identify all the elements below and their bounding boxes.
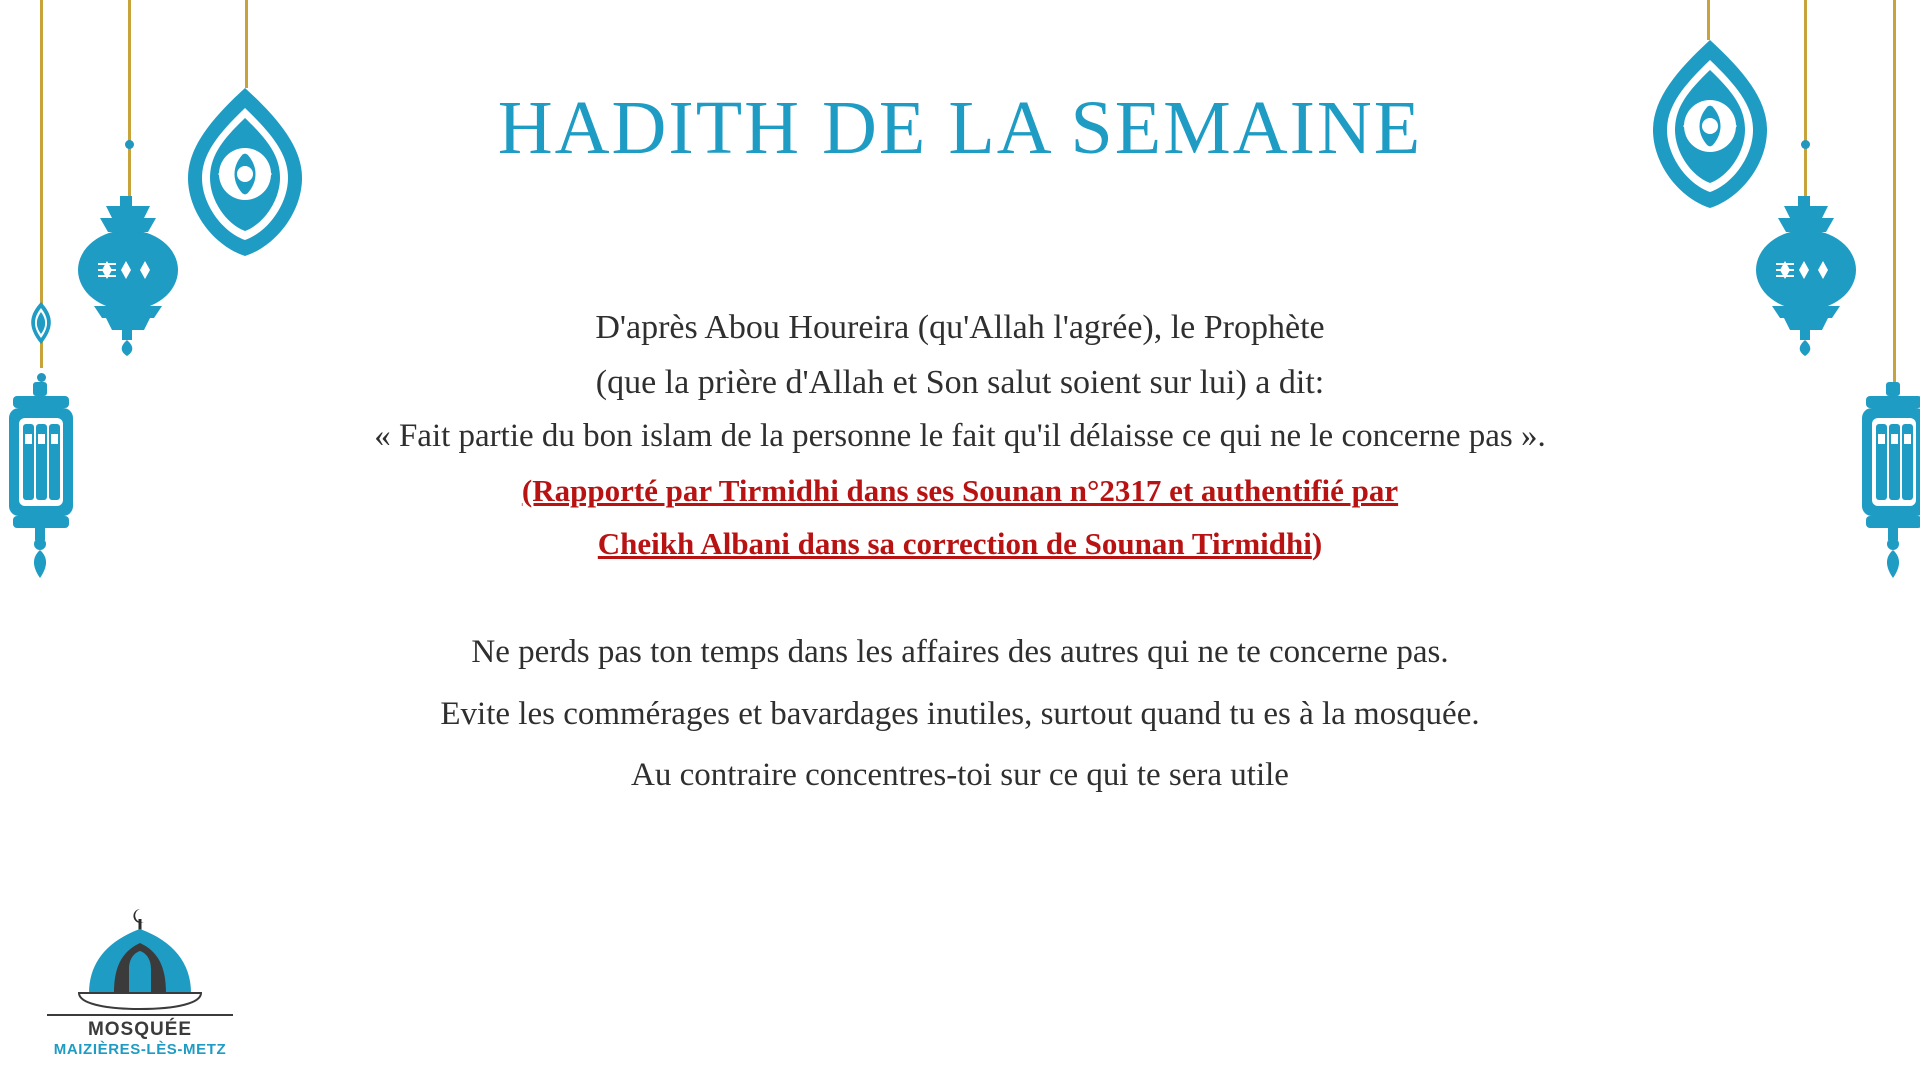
logo-name: MOSQUÉE bbox=[87, 1019, 193, 1040]
hanging-cord-icon bbox=[245, 0, 248, 88]
source-line-1: (Rapporté par Tirmidhi dans ses Sounan n°2317 et authentifié par bbox=[521, 472, 1399, 508]
hanging-cord-icon bbox=[40, 0, 43, 368]
lantern-square-icon bbox=[1858, 382, 1920, 582]
logo-divider bbox=[47, 1014, 233, 1016]
content-spacer bbox=[100, 570, 1820, 622]
advice-line-1: Ne perds pas ton temps dans les affaires des autres qui ne te concerne pas. bbox=[471, 634, 1449, 671]
narration-line-1: D'après Abou Houreira (qu'Allah l'agrée), le Prophète bbox=[595, 309, 1325, 346]
advice-line-3: Au contraire concentres-toi sur ce qui te sera utile bbox=[631, 756, 1289, 793]
hanging-cord-icon bbox=[1707, 0, 1710, 40]
advice-line-2: Evite les commérages et bavardages inutiles, surtout quand tu es à la mosquée. bbox=[440, 695, 1480, 732]
hadith-content bbox=[100, 300, 1820, 806]
source-closing-paren: ) bbox=[1311, 525, 1323, 561]
mosque-logo bbox=[40, 907, 240, 1058]
page-title: HADITH DE LA SEMAINE bbox=[497, 85, 1423, 170]
advice-block bbox=[100, 622, 1820, 806]
lantern-leaf-icon bbox=[22, 300, 60, 346]
mosque-dome-icon bbox=[65, 907, 215, 1012]
lantern-square-icon bbox=[5, 382, 77, 582]
source-line-2-text: Cheikh Albani dans sa correction de Sounan Tirmidhi bbox=[597, 525, 1312, 561]
source-line-2 bbox=[100, 517, 1820, 570]
logo-city: MAIZIÈRES-LÈS-METZ bbox=[53, 1041, 227, 1058]
narration-line-3: « Fait partie du bon islam de la personne le fait qu'il délaisse ce qui ne le concerne pas ». bbox=[374, 418, 1546, 455]
narration-line-2: (que la prière d'Allah et Son salut soient sur lui) a dit: bbox=[595, 364, 1325, 402]
hadith-source bbox=[100, 464, 1820, 571]
hanging-cord-icon bbox=[1893, 0, 1896, 382]
cord-bead-icon bbox=[37, 373, 46, 382]
logo-mark bbox=[65, 907, 215, 1012]
